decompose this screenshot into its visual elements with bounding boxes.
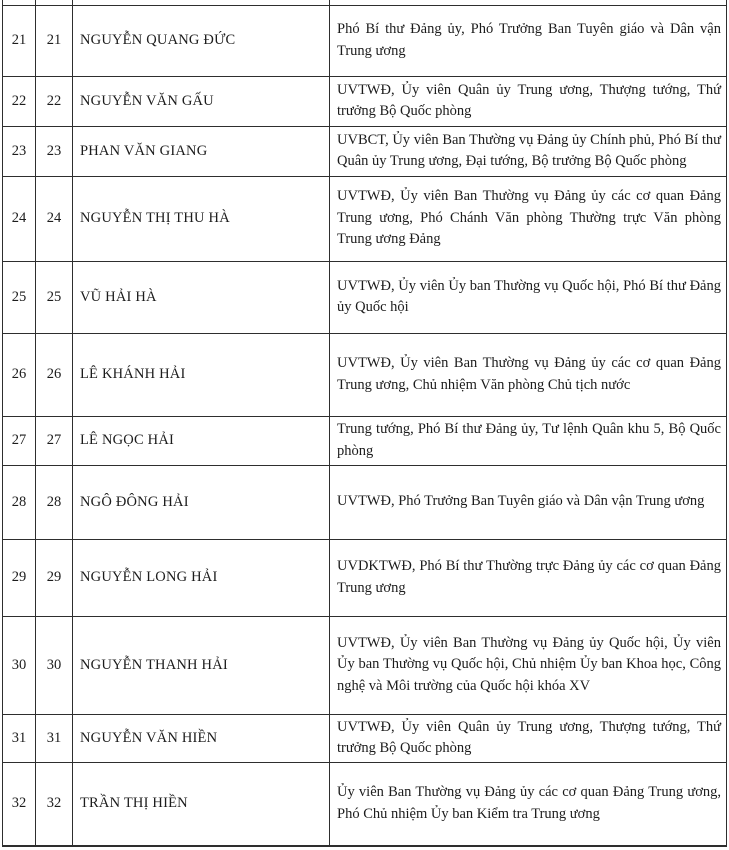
- person-position: Ủy viên Ban Thường vụ Đảng ủy các cơ quan Đảng Trung ương, Phó Chủ nhiệm Ủy ban Kiểm tra Trung ương: [330, 762, 727, 846]
- ordinal-secondary: 30: [36, 616, 73, 714]
- person-position: UVTWĐ, Ủy viên Quân ủy Trung ương, Thượng tướng, Thứ trưởng Bộ Quốc phòng: [330, 714, 727, 762]
- ordinal-secondary: 32: [36, 762, 73, 846]
- table-row: [3, 5, 727, 76]
- person-name: PHAN VĂN GIANG: [73, 126, 330, 176]
- person-name: LÊ KHÁNH HẢI: [73, 333, 330, 416]
- person-name: NGUYỄN VĂN HIỀN: [73, 714, 330, 762]
- ordinal-primary: 30: [3, 616, 36, 714]
- table-row: [3, 465, 727, 539]
- ordinal-primary: 25: [3, 261, 36, 333]
- table-row: [3, 539, 727, 616]
- person-name: NGUYỄN LONG HẢI: [73, 539, 330, 616]
- person-position: UVTWĐ, Ủy viên Quân ủy Trung ương, Thượng tướng, Thứ trưởng Bộ Quốc phòng: [330, 76, 727, 126]
- table-row: [3, 714, 727, 762]
- table-row: [3, 416, 727, 465]
- ordinal-secondary: 29: [36, 539, 73, 616]
- ordinal-secondary: 28: [36, 465, 73, 539]
- ordinal-primary: 23: [3, 126, 36, 176]
- ordinal-secondary: 21: [36, 5, 73, 76]
- table-row: [3, 333, 727, 416]
- ordinal-primary: 24: [3, 176, 36, 261]
- ordinal-primary: 29: [3, 539, 36, 616]
- person-name: NGÔ ĐÔNG HẢI: [73, 465, 330, 539]
- person-name: NGUYỄN VĂN GẤU: [73, 76, 330, 126]
- person-name: VŨ HẢI HÀ: [73, 261, 330, 333]
- ordinal-secondary: 24: [36, 176, 73, 261]
- ordinal-primary: 32: [3, 762, 36, 846]
- ordinal-primary: 31: [3, 714, 36, 762]
- ordinal-secondary: 23: [36, 126, 73, 176]
- person-position: UVTWĐ, Ủy viên Ban Thường vụ Đảng ủy Quốc hội, Ủy viên Ủy ban Thường vụ Quốc hội, Chủ nhiệm Ủy ban Khoa học, Công nghệ và Môi trường của Quốc hội khóa XV: [330, 616, 727, 714]
- person-position: Trung tướng, Phó Bí thư Đảng ủy, Tư lệnh Quân khu 5, Bộ Quốc phòng: [330, 416, 727, 465]
- ordinal-primary: 27: [3, 416, 36, 465]
- table-row: [3, 126, 727, 176]
- person-position: UVTWĐ, Ủy viên Ban Thường vụ Đảng ủy các cơ quan Đảng Trung ương, Phó Chánh Văn phòng Thường trực Văn phòng Trung ương Đảng: [330, 176, 727, 261]
- ordinal-secondary: 27: [36, 416, 73, 465]
- personnel-table: [2, 0, 727, 847]
- ordinal-primary: 26: [3, 333, 36, 416]
- ordinal-primary: 21: [3, 5, 36, 76]
- ordinal-secondary: 26: [36, 333, 73, 416]
- person-name: TRẦN THỊ HIỀN: [73, 762, 330, 846]
- table-row: [3, 616, 727, 714]
- person-position: Phó Bí thư Đảng ủy, Phó Trưởng Ban Tuyên giáo và Dân vận Trung ương: [330, 5, 727, 76]
- person-position: UVBCT, Ủy viên Ban Thường vụ Đảng ủy Chính phủ, Phó Bí thư Quân ủy Trung ương, Đại tướng, Bộ trưởng Bộ Quốc phòng: [330, 126, 727, 176]
- table-row: [3, 762, 727, 846]
- ordinal-secondary: 22: [36, 76, 73, 126]
- person-position: UVTWĐ, Ủy viên Ủy ban Thường vụ Quốc hội, Phó Bí thư Đảng ủy Quốc hội: [330, 261, 727, 333]
- person-name: NGUYỄN QUANG ĐỨC: [73, 5, 330, 76]
- person-position: UVTWĐ, Phó Trưởng Ban Tuyên giáo và Dân vận Trung ương: [330, 465, 727, 539]
- ordinal-secondary: 25: [36, 261, 73, 333]
- person-position: UVTWĐ, Ủy viên Ban Thường vụ Đảng ủy các cơ quan Đảng Trung ương, Chủ nhiệm Văn phòng Chủ tịch nước: [330, 333, 727, 416]
- table-row: [3, 76, 727, 126]
- person-name: LÊ NGỌC HẢI: [73, 416, 330, 465]
- person-position: UVDKTWĐ, Phó Bí thư Thường trực Đảng ủy các cơ quan Đảng Trung ương: [330, 539, 727, 616]
- ordinal-primary: 28: [3, 465, 36, 539]
- ordinal-primary: 22: [3, 76, 36, 126]
- table-row: [3, 261, 727, 333]
- person-name: NGUYỄN THANH HẢI: [73, 616, 330, 714]
- ordinal-secondary: 31: [36, 714, 73, 762]
- person-name: NGUYỄN THỊ THU HÀ: [73, 176, 330, 261]
- table-row: [3, 176, 727, 261]
